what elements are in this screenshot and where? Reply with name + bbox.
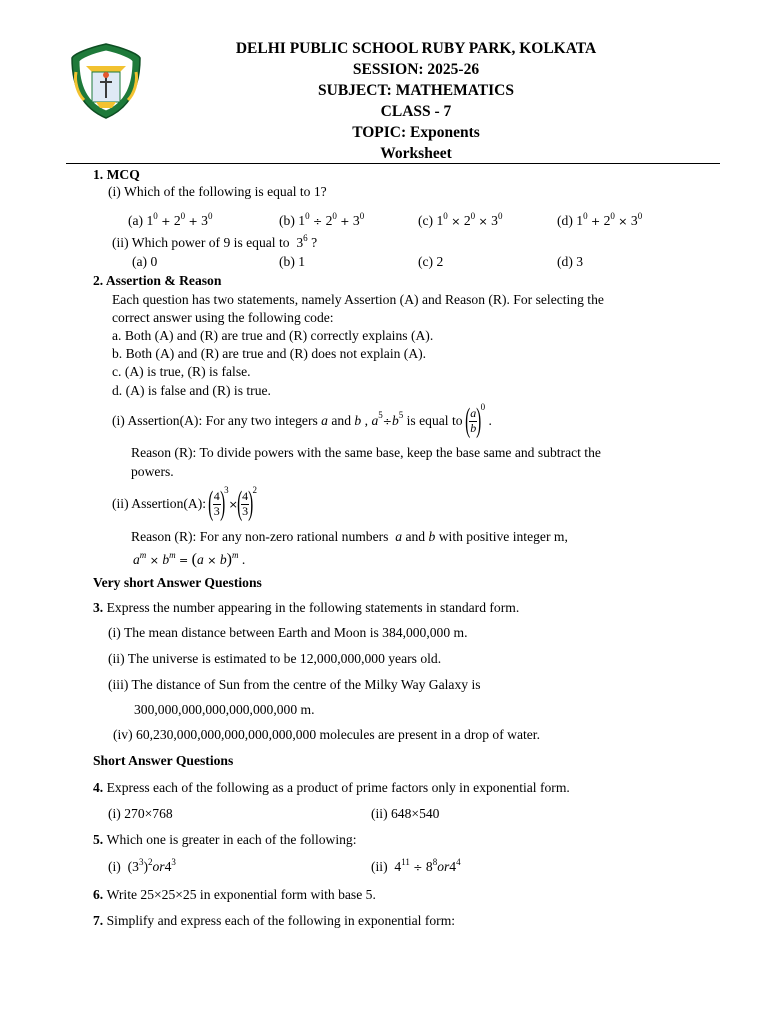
assertion-q1-reason-line1: Reason (R): To divide powers with the same base, keep the base same and subtract the: [131, 445, 601, 460]
assertion-code-b: b. Both (A) and (R) are true and (R) does not explain (A).: [112, 346, 427, 361]
q3-text: 3. Express the number appearing in the following statements in standard form.: [93, 600, 520, 615]
topic: TOPIC: Exponents: [352, 124, 480, 141]
mcq-heading: 1. MCQ: [93, 167, 140, 182]
mcq-q1-option-c: (c) $1^0 \times 2^0 \times 3^0$: [418, 211, 503, 228]
mcq-q2-text: (ii) Which power of 9 is equal to $3^6$ ?: [112, 233, 318, 250]
q3-item-iii: (iii) The distance of Sun from the centre of the Milky Way Galaxy is: [108, 677, 481, 692]
q6-text: 6. Write 25×25×25 in exponential form with base 5.: [93, 887, 376, 902]
q5-part-i: (i) $(3^3)^2or4^3$: [108, 857, 176, 874]
session: SESSION: 2025-26: [352, 61, 480, 78]
mcq-q2-option-a: (a) 0: [132, 254, 158, 269]
q4-part-i: (i) 270×768: [108, 806, 173, 821]
assertion-q2: (ii) Assertion(A): ( $\frac{4}{3}$ ) $^3$ × ( $\frac{4}{3}$ ) $^2$: [112, 484, 257, 522]
q3-item-ii: (ii) The universe is estimated to be 12,000,000,000 years old.: [108, 651, 442, 666]
q3-item-i: (i) The mean distance between Earth and Moon is 384,000,000 m.: [108, 625, 468, 640]
q4-text: 4. Express each of the following as a product of prime factors only in exponential form.: [93, 780, 570, 795]
mcq-q1-option-b: (b) $1^0 \div 2^0 + 3^0$: [279, 211, 365, 228]
mcq-q2-option-c: (c) 2: [418, 254, 444, 269]
assertion-code-d: d. (A) is false and (R) is true.: [112, 383, 271, 398]
q5-part-ii: (ii) $4^{11} \div 8^8or4^4$: [371, 857, 461, 874]
mcq-q2-option-d: (d) 3: [557, 254, 584, 269]
class-label: CLASS - 7: [380, 103, 452, 120]
q5-text: 5. Which one is greater in each of the following:: [93, 832, 357, 847]
mcq-q2-option-b: (b) 1: [279, 254, 306, 269]
short-heading: Short Answer Questions: [93, 753, 234, 768]
doc-type: Worksheet: [380, 145, 452, 162]
school-name: DELHI PUBLIC SCHOOL RUBY PARK, KOLKATA: [235, 40, 597, 57]
assertion-heading: 2. Assertion & Reason: [93, 273, 222, 288]
assertion-intro-line2: correct answer using the following code:: [112, 310, 334, 325]
school-crest-icon: [68, 42, 144, 120]
q3-item-iii-cont: 300,000,000,000,000,000,000 m.: [134, 702, 315, 717]
header-rule: [66, 163, 720, 164]
assertion-intro-line1: Each question has two statements, namely Assertion (A) and Reason (R). For selecting the: [112, 292, 604, 307]
mcq-q1-option-a: (a) $1^0 + 2^0 + 3^0$: [128, 211, 213, 228]
mcq-q1-text: (i) Which of the following is equal to 1?: [108, 184, 327, 199]
q3-item-iv: (iv) 60,230,000,000,000,000,000,000 molecules are present in a drop of water.: [113, 727, 540, 742]
subject: SUBJECT: MATHEMATICS: [318, 82, 514, 99]
assertion-code-c: c. (A) is true, (R) is false.: [112, 364, 251, 379]
assertion-code-a: a. Both (A) and (R) are true and (R) correctly explains (A).: [112, 328, 434, 343]
very-short-heading: Very short Answer Questions: [93, 575, 262, 590]
assertion-q2-reason: Reason (R): For any non-zero rational numbers a and b with positive integer m,: [131, 529, 568, 544]
assertion-q1-reason-line2: powers.: [131, 464, 174, 479]
mcq-q1-option-d: (d) $1^0 + 2^0 \times 3^0$: [557, 211, 643, 228]
q4-part-ii: (ii) 648×540: [371, 806, 440, 821]
assertion-q2-identity: $a^m \times b^m = (a \times b)^m$ .: [133, 550, 246, 568]
assertion-q1: (i) Assertion(A): For any two integers a and b , a $^5$ ÷ b $^5$ is equal to ( $\frac{a}{b}$ ) $^0$ .: [112, 401, 492, 439]
q7-text: 7. Simplify and express each of the following in exponential form:: [93, 913, 456, 928]
assertion-q1-fraction: $\frac{a}{b}$: [470, 405, 477, 435]
